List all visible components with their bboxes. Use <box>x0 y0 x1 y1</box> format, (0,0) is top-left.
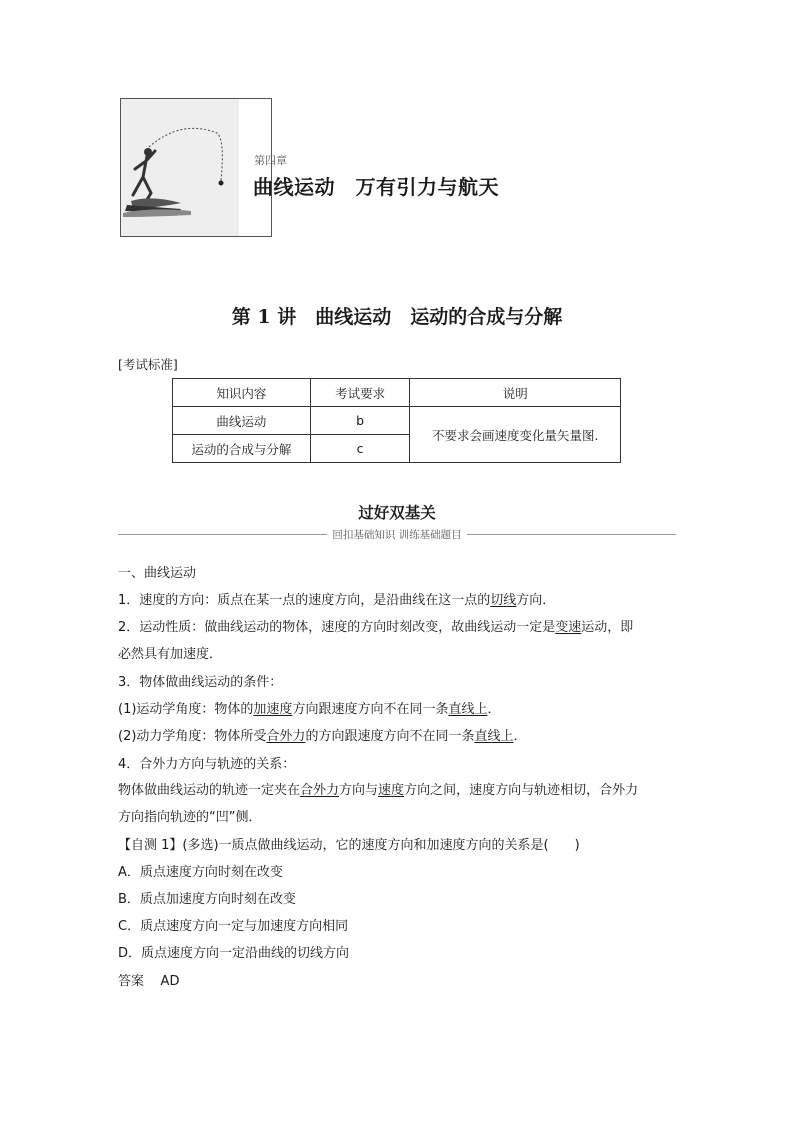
exam-standard-tag: [考试标准] <box>118 357 178 372</box>
athlete-illustration-icon <box>121 99 239 236</box>
answer-line <box>118 975 179 988</box>
option-a: A．质点速度方向时刻在改变 <box>118 865 283 880</box>
paragraph-3-1: (1)运动学角度：物体的加速度方向跟速度方向不在同一条直线上． <box>118 702 501 717</box>
paragraph-4-body: 物体做曲线运动的轨迹一定夹在合外力方向与速度方向之间，速度方向与轨迹相切，合外力 <box>118 783 639 798</box>
option-b: B．质点加速度方向时刻在改变 <box>118 892 296 907</box>
paragraph-4: 4．合外力方向与轨迹的关系： <box>118 757 296 772</box>
row-level: b <box>310 407 410 435</box>
chapter-header-box <box>120 98 272 237</box>
self-test-question: 【自测 1】(多选)一质点做曲线运动，它的速度方向和加速度方向的关系是( ) <box>118 838 580 853</box>
self-test-tag: 【自测 1】 <box>118 838 183 853</box>
row-note: 不要求会画速度变化量矢量图. <box>410 407 621 463</box>
row-content: 曲线运动 <box>173 407 311 435</box>
row-level: c <box>310 435 410 463</box>
header-content: 知识内容 <box>173 379 311 407</box>
answer-label: 答案 <box>118 974 145 989</box>
header-level: 考试要求 <box>310 379 410 407</box>
table-row <box>173 407 621 435</box>
row-content: 运动的合成与分解 <box>173 435 311 463</box>
table-header-row <box>173 379 621 407</box>
paragraph-2: 2．运动性质：做曲线运动的物体，速度的方向时刻改变，故曲线运动一定是变速运动，即 <box>118 620 634 635</box>
section-band-title: 过好双基关 <box>358 503 436 522</box>
paragraph-3-2: (2)动力学角度：物体所受合外力的方向跟速度方向不在同一条直线上． <box>118 729 527 744</box>
option-c: C．质点速度方向一定与加速度方向相同 <box>118 919 349 934</box>
paragraph-3: 3．物体做曲线运动的条件： <box>118 675 283 690</box>
paragraph-2-cont: 必然具有加速度． <box>118 647 223 662</box>
section-band-subtitle: 回扣基础知识 训练基础题目 <box>0 527 794 542</box>
chapter-number: 第四章 <box>254 154 287 167</box>
answer-value: AD <box>160 974 180 989</box>
paragraph-4-cont: 方向指向轨迹的“凹”侧． <box>118 810 262 825</box>
chapter-illustration <box>121 99 239 236</box>
option-d: D．质点速度方向一定沿曲线的切线方向 <box>118 946 350 961</box>
chapter-title: 曲线运动 万有引力与航天 <box>253 175 499 199</box>
paragraph-1: 1．速度的方向：质点在某一点的速度方向，是沿曲线在这一点的切线方向． <box>118 593 556 608</box>
header-note: 说明 <box>410 379 621 407</box>
section-heading: 一、曲线运动 <box>118 566 197 581</box>
exam-standard-table <box>172 378 621 463</box>
lecture-title: 第 1 讲 曲线运动 运动的合成与分解 <box>231 306 563 328</box>
